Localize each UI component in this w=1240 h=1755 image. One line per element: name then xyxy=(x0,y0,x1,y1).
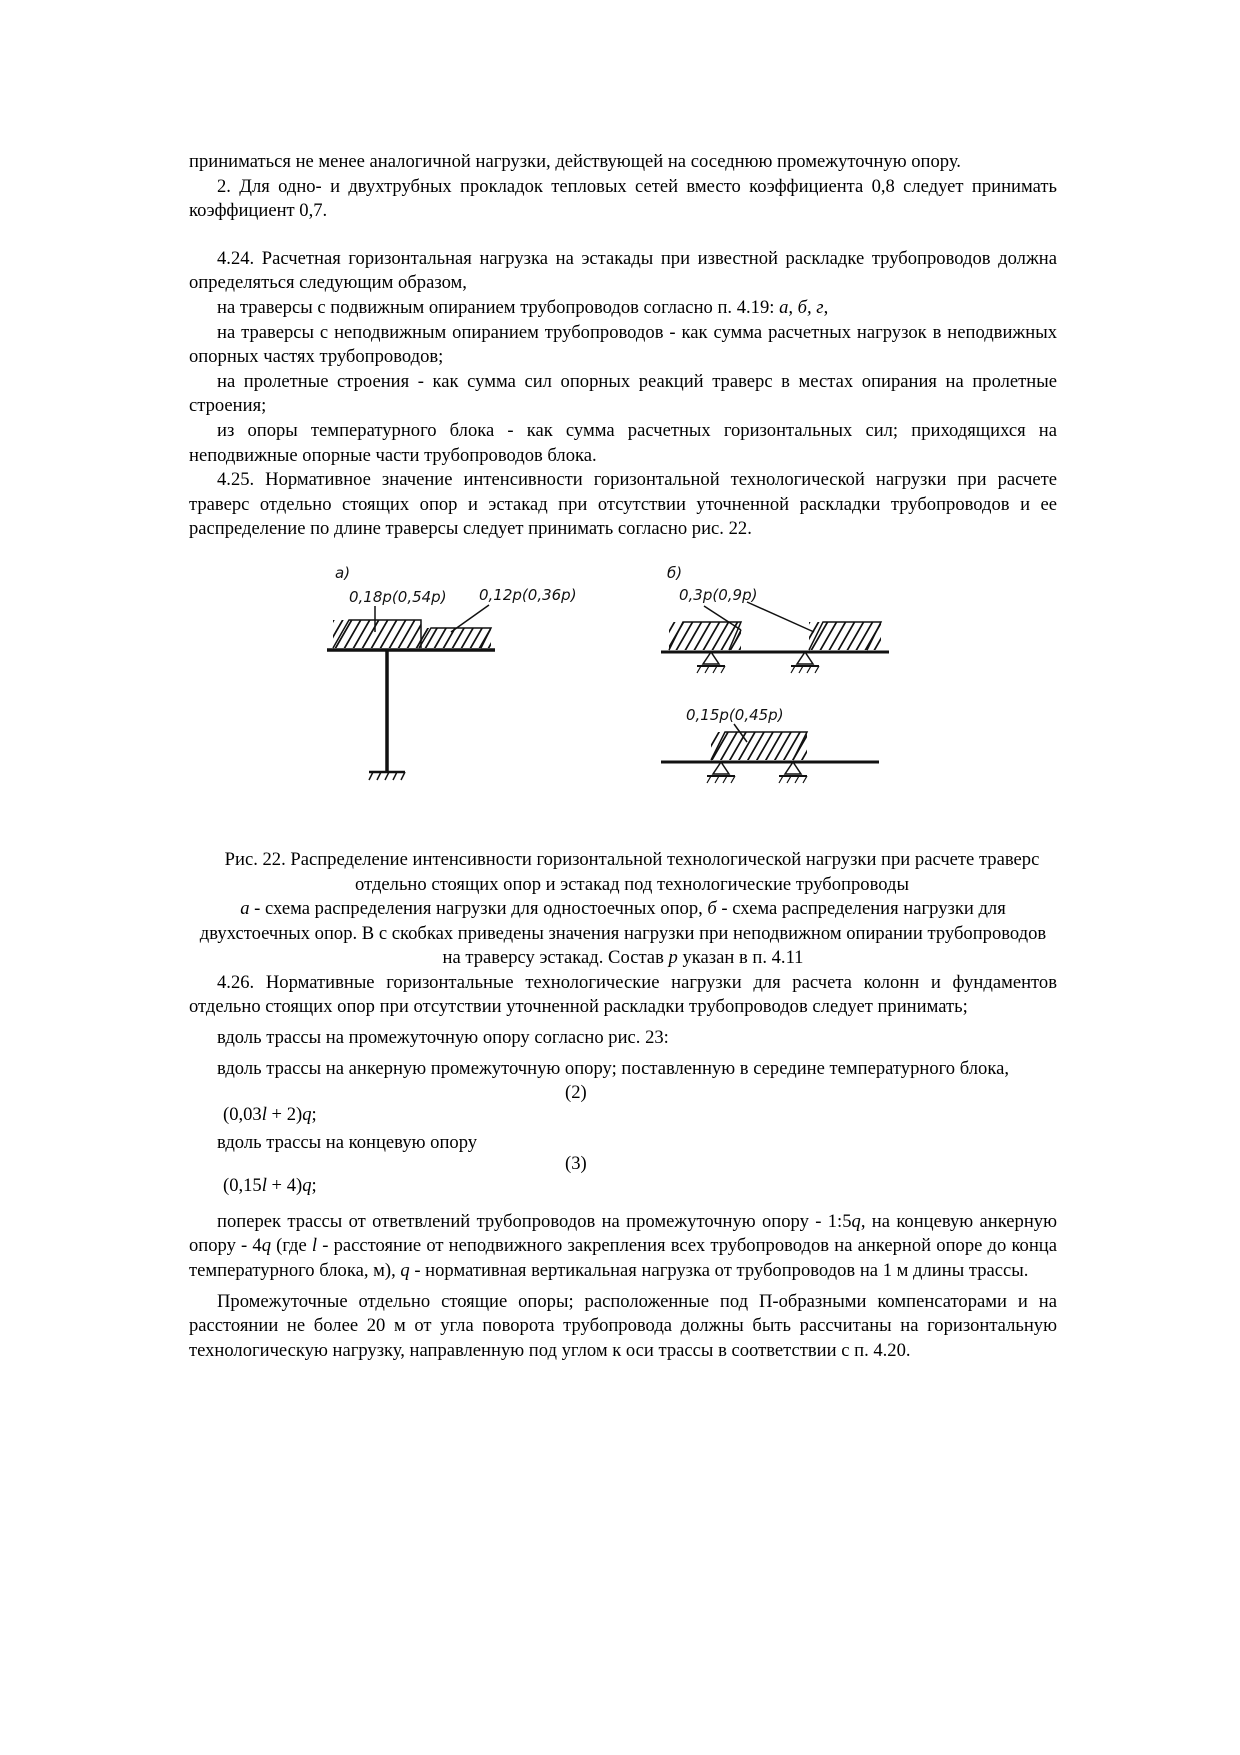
italic-letter: б xyxy=(707,898,717,920)
paragraph-text: (где xyxy=(271,1235,312,1257)
paragraph xyxy=(189,296,1057,321)
figure-caption: Рис. 22. Распределение интенсивности горизонтальной технологической нагрузки при расчете траверс отдельно стоящих опор и эстакад под технологические трубопроводы xyxy=(224,848,1040,895)
formula-var: l xyxy=(261,1104,267,1126)
italic-var: q xyxy=(400,1260,410,1282)
formula-part: ; xyxy=(311,1104,317,1126)
italic-letter: р xyxy=(668,947,678,969)
paragraph: 4.26. Нормативные горизонтальные технологические нагрузки для расчета колонн и фундаментов отдельно стоящих опор при отсутствии уточненной раскладки трубопроводов следует принимать; xyxy=(189,971,1057,1018)
scheme-a-label: а) xyxy=(335,563,351,582)
formula-2 xyxy=(189,1081,1057,1129)
paragraph-text: , на концевую анкерную опору - 4 xyxy=(189,1210,1057,1257)
paragraph: Промежуточные отдельно стоящие опоры; расположенные под П-образными компенсаторами и на расстоянии не более 20 м от угла поворота трубопровода должны быть рассчитаны на горизонтальную технологическую нагрузку, направленную под углом к оси трассы в соответствии с п. 4.20. xyxy=(189,1290,1057,1361)
paragraph-text: , xyxy=(823,296,829,318)
formula-part: + 2) xyxy=(266,1104,303,1126)
italic-var: q xyxy=(261,1235,271,1257)
paragraph: вдоль трассы на промежуточную опору согласно рис. 23: xyxy=(217,1027,669,1049)
paragraph: 4.24. Расчетная горизонтальная нагрузка на эстакады при известной раскладке трубопроводов должна определяться следующим образом, xyxy=(189,247,1057,294)
paragraph-text: - нормативная вертикальная нагрузка от трубопроводов на 1 м длины трассы. xyxy=(409,1260,1029,1282)
paragraph-text: на траверсы с подвижным опиранием трубопроводов согласно п. 4.19: xyxy=(217,296,780,318)
scheme-a-drawing xyxy=(327,605,495,780)
formula-part: (0,15 xyxy=(223,1174,262,1196)
formula-part: ; xyxy=(311,1174,317,1196)
formula-expression xyxy=(223,1103,317,1128)
italic-var: l xyxy=(311,1235,318,1257)
paragraph-text: - расстояние от неподвижного закрепления всех трубопроводов на анкерной опоре до конца температурного блока, м), xyxy=(189,1235,1057,1282)
formula-number: (3) xyxy=(565,1152,587,1174)
load-distribution-diagram xyxy=(189,552,1057,834)
scheme-b-bottom-drawing xyxy=(661,724,879,783)
load-a2-label: 0,12р(0,36р) xyxy=(479,585,577,604)
load-a1-label: 0,18р(0,54р) xyxy=(349,587,447,606)
caption-text: указан в п. 4.11 xyxy=(677,947,804,969)
scheme-b-top-drawing xyxy=(661,602,889,673)
formula-part: (0,03 xyxy=(223,1104,262,1126)
paragraph: из опоры температурного блока - как сумма расчетных горизонтальных сил; приходящихся на неподвижные опорные части трубопроводов блока. xyxy=(189,419,1057,466)
formula-var: l xyxy=(261,1174,267,1196)
formula-expression xyxy=(223,1174,317,1199)
paragraph: на траверсы с неподвижным опиранием трубопроводов - как сумма расчетных нагрузок в неподвижных опорных частях трубопроводов; xyxy=(189,321,1057,368)
formula-var: q xyxy=(302,1174,312,1196)
paragraph: на пролетные строения - как сумма сил опорных реакций траверс в местах опирания на пролетные строения; xyxy=(189,370,1057,417)
formula-number: (2) xyxy=(565,1082,587,1104)
load-b2-label: 0,15р(0,45р) xyxy=(686,705,784,724)
paragraph: вдоль трассы на анкерную промежуточную опору; поставленную в середине температурного блока, xyxy=(217,1057,1009,1079)
formula-3 xyxy=(189,1152,1057,1200)
formula-var: q xyxy=(302,1104,312,1126)
figure-caption-legend xyxy=(189,897,1057,971)
paragraph xyxy=(189,1210,1057,1284)
document-page xyxy=(189,150,1057,1363)
paragraph: приниматься не менее аналогичной нагрузки, действующей на соседнюю промежуточную опору. xyxy=(189,151,961,172)
paragraph-text: поперек трассы от ответвлений трубопроводов на промежуточную опору - 1:5 xyxy=(217,1210,852,1232)
paragraph: 2. Для одно- и двухтрубных прокладок тепловых сетей вместо коэффициента 0,8 следует принимать коэффициент 0,7. xyxy=(189,175,1057,222)
figure-22 xyxy=(189,552,1057,834)
scheme-b-label: б) xyxy=(667,563,683,582)
caption-text: - схема распределения нагрузки для двухстоечных опор. В с скобках приведены значения нагрузки при неподвижном опирании трубопроводов на траверсу эстакад. Состав xyxy=(199,898,1047,969)
italic-letter: а xyxy=(240,898,250,920)
caption-text: - схема распределения нагрузки для одностоечных опор, xyxy=(249,898,708,920)
italic-letters: а, б, г xyxy=(779,296,824,318)
load-b1-label: 0,3р(0,9р) xyxy=(679,585,758,604)
formula-part: + 4) xyxy=(266,1174,303,1196)
paragraph: вдоль трассы на концевую опору xyxy=(217,1132,478,1154)
italic-var: q xyxy=(851,1210,861,1232)
paragraph: 4.25. Нормативное значение интенсивности горизонтальной технологической нагрузки при расчете траверс отдельно стоящих опор и эстакад при отсутствии уточненной раскладки трубопроводов и ее распределение по длине траверсы следует принимать согласно рис. 22. xyxy=(189,469,1057,540)
